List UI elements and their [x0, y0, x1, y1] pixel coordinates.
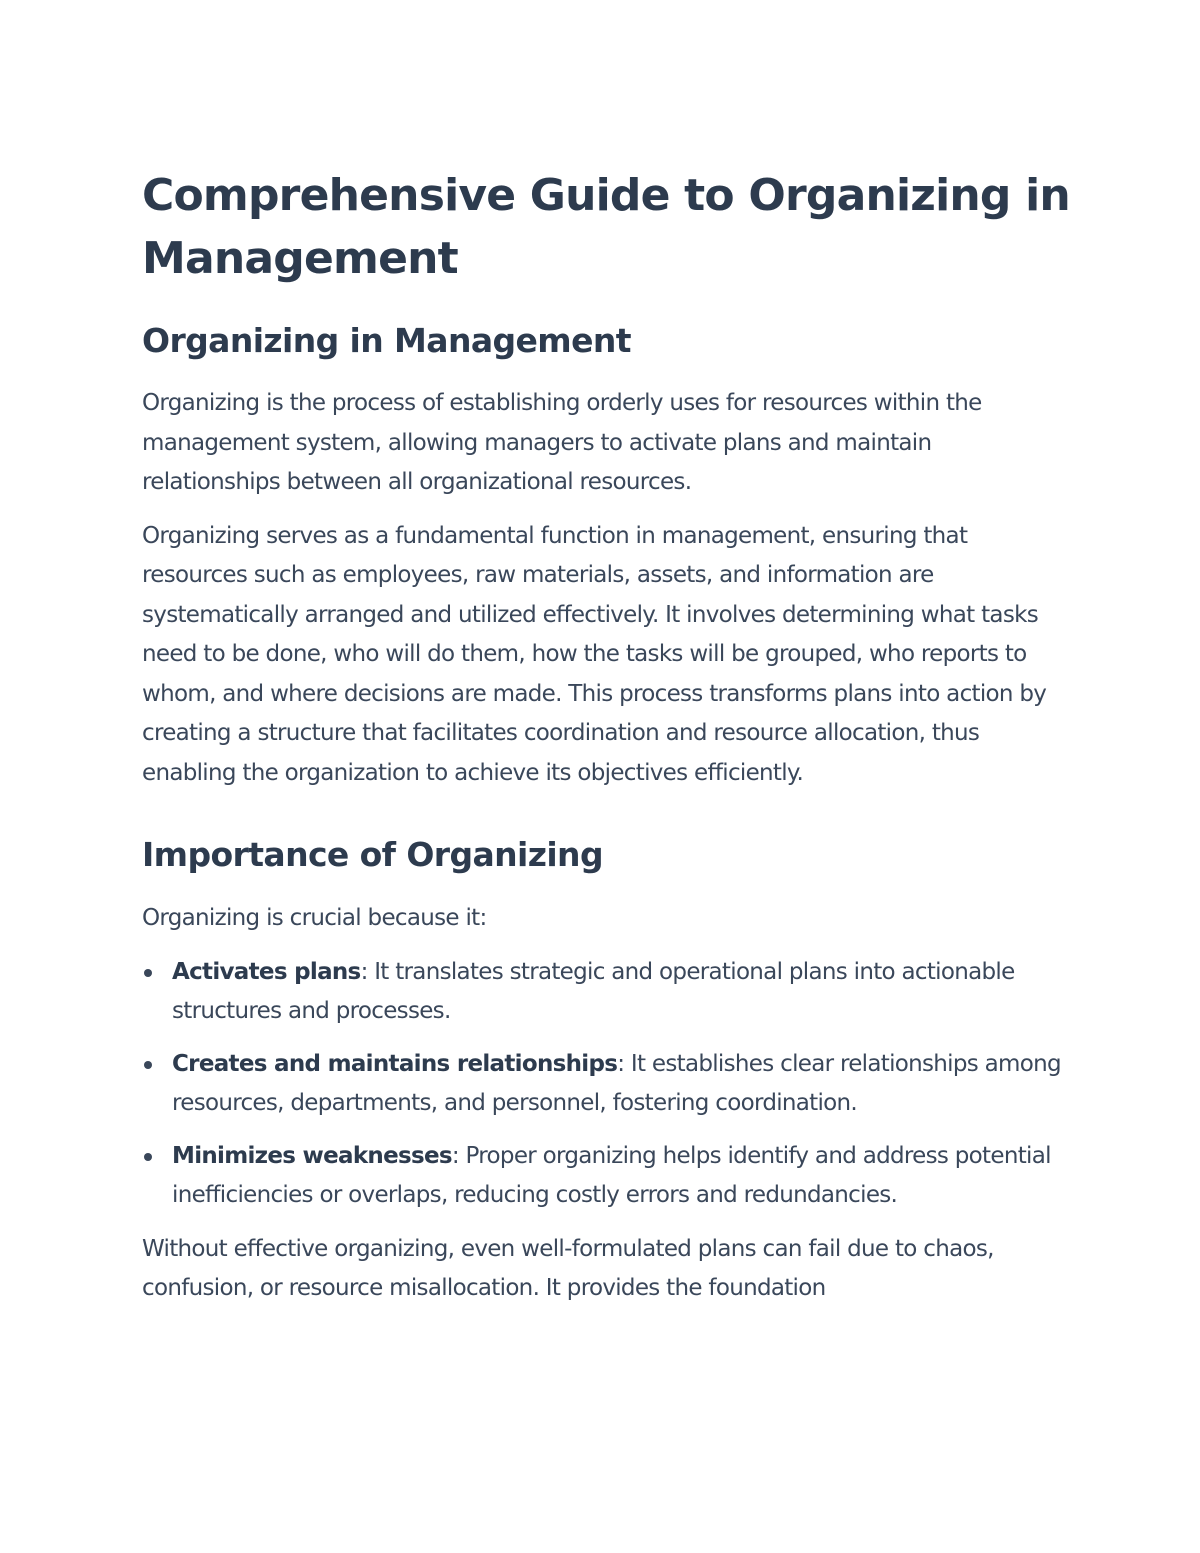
list-item: [142, 1045, 1072, 1124]
definition-paragraph: Organizing is the process of establishing orderly uses for resources within the management system, allowing managers to activate plans and maintain relationships between all organizational resources.: [142, 390, 982, 495]
list-item-term: Activates plans: [172, 958, 361, 985]
list-item-term: Creates and maintains relationships: [172, 1050, 618, 1077]
section-heading-organizing: Organizing in Management: [142, 321, 631, 360]
importance-intro: Organizing is crucial because it:: [142, 905, 487, 931]
list-item-term: Minimizes weaknesses: [172, 1142, 452, 1169]
list-item: [142, 953, 1072, 1032]
closing-paragraph: Without effective organizing, even well-formulated plans can fail due to chaos, confusion, or resource misallocation. It provides the foundation: [142, 1235, 994, 1301]
list-item: [142, 1137, 1072, 1216]
function-paragraph: Organizing serves as a fundamental function in management, ensuring that resources such as employees, raw materials, assets, and information are systematically arranged and utilized effectively. It involves determining what tasks need to be done, who will do them, how the tasks will be grouped, who reports to whom, and where decisions are made. This process transforms plans into action by creating a structure that facilitates coordination and resource allocation, thus enabling the organization to achieve its objectives efficiently.: [142, 522, 1047, 786]
bullet-icon: [144, 1153, 152, 1161]
bullet-icon: [144, 969, 152, 977]
importance-list: [142, 953, 1072, 1216]
list-item-text: : It translates strategic and operational plans into actionable structures and processes.: [172, 958, 1015, 1024]
document-page: [142, 164, 1072, 1309]
list-item-text: : It establishes clear relationships among resources, departments, and personnel, fostering coordination.: [172, 1050, 1061, 1116]
section-heading-importance: Importance of Organizing: [142, 835, 603, 874]
bullet-icon: [144, 1061, 152, 1069]
list-item-text: : Proper organizing helps identify and address potential inefficiencies or overlaps, reducing costly errors and redundancies.: [172, 1142, 1051, 1208]
document-title: Comprehensive Guide to Organizing in Management: [142, 170, 1070, 284]
